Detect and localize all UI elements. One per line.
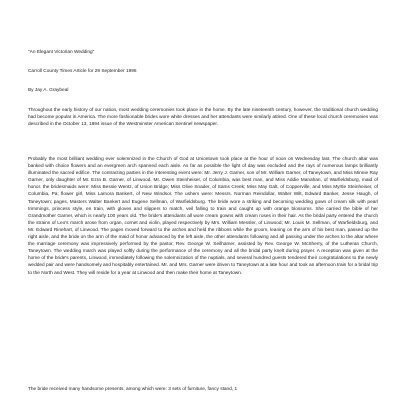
paragraph-1: Throughout the early history of our nation, most wedding ceremonies took place in the home. By the late nineteenth century, however, the traditional church wedding had become popular in America. The more fashionable brides wore white dresses and her attendants were similarly attired. One of these local church ceremonies was described in the October 13, 1894 issue of the Westminster American Sentinel newspaper. xyxy=(28,108,378,128)
paragraph-2: Probably the most brilliant wedding ever solemnized in the Church of God at Uniontown took place at the hour of noon on Wednesday last. The church altar was banked with choice flowers and an evergreen arch spanned each aisle. As far as possible the light of day was excluded and the rays of numerous lamps brilliantly illuminated the sacred edifice. The contracting parties in the interesting event were: Mr. Jerry J. Garner, son of Mr. William Garner, of Taneytown, and Miss Minnie Ray Garner, only daughter of Mr. Ezra B. Garner, of Linwood. Mr. Owen Steinheiser, of Columbia, was best man, and Miss Addie Manahan, of Warfieldsburg, maid of honor. the bridesmaids were: Miss Bessie Wentz, of Union Bridge; Miss Olive Snader, of Sams Creek; Miss May Galt, of Copperville, and Miss Myrtle Steinheiser, of Columbia, Pa; flower girl, Miss Lamora Bankert, of New Windsor. The ushers were: Messrs. Norman Reindollar, Walter Wilt, Edward Banker, Jesse Haugh, of Taneytown; pages, Masters Walter Bankert and Eugene Sellman, of Warfieldsburg. The bride wore a striking and becoming wedding gown of cream silk with pearl trimmings, princess style, en train, with gloves and slippers to match, veil falling to train and caught up with orange blossoms. She carried the bible of her Grandmother Garner, which is nearly 100 years old. The bride's attendants all wore cream gowns with cream roses in their hair. As the bridal party entered the church the strains of Leo's march arose from organ, cornet and violin, played respectively by Mrs. William Messler, of Linwood; Mr. Louis M. Sellman, of Warfieldsburg, and Mr. Edward Rinehart, of Linwood. The pages moved forward to the arches and held the ribbons while the groom, leaning on the arm of his best man, passed up the right aisle, and the bride on the arm of the maid of honor advanced by the left aisle, the other attendants following and all passing under the arches to the altar where the marriage ceremony was impressively performed by the pastor, Rev. George W. Seilhamer, assisted by Rev. George W. McSherry, of the Lutheran Church, Taneytown. The wedding march was played softly during the performance of the ceremony and all the bridal party knelt during prayer. A reception was given at the home of the bride's parents, Linwood, immediately following the solemnization of the nuptials, and several hundred guests tendered their congratulations to the newly wedded pair and were handsomely and hospitably entertained. Mr. and Mrs. Garner were driven to Taneytown at a late hour and took an afternoon train for a bridal trip to the North and West. They will reside for a year at Linwood and then make their home at Taneytown. xyxy=(28,157,378,276)
article-title: "An Elegant Victorian Wedding" xyxy=(28,50,95,55)
article-source: Carroll County Times Article for 29 September 1996 xyxy=(28,69,137,74)
article-byline: By Jay A. Graybeal xyxy=(28,88,69,93)
paragraph-3: The bride received many handsome presents, among which were: 3 sets of furniture, fancy stand, 1 xyxy=(28,387,238,392)
